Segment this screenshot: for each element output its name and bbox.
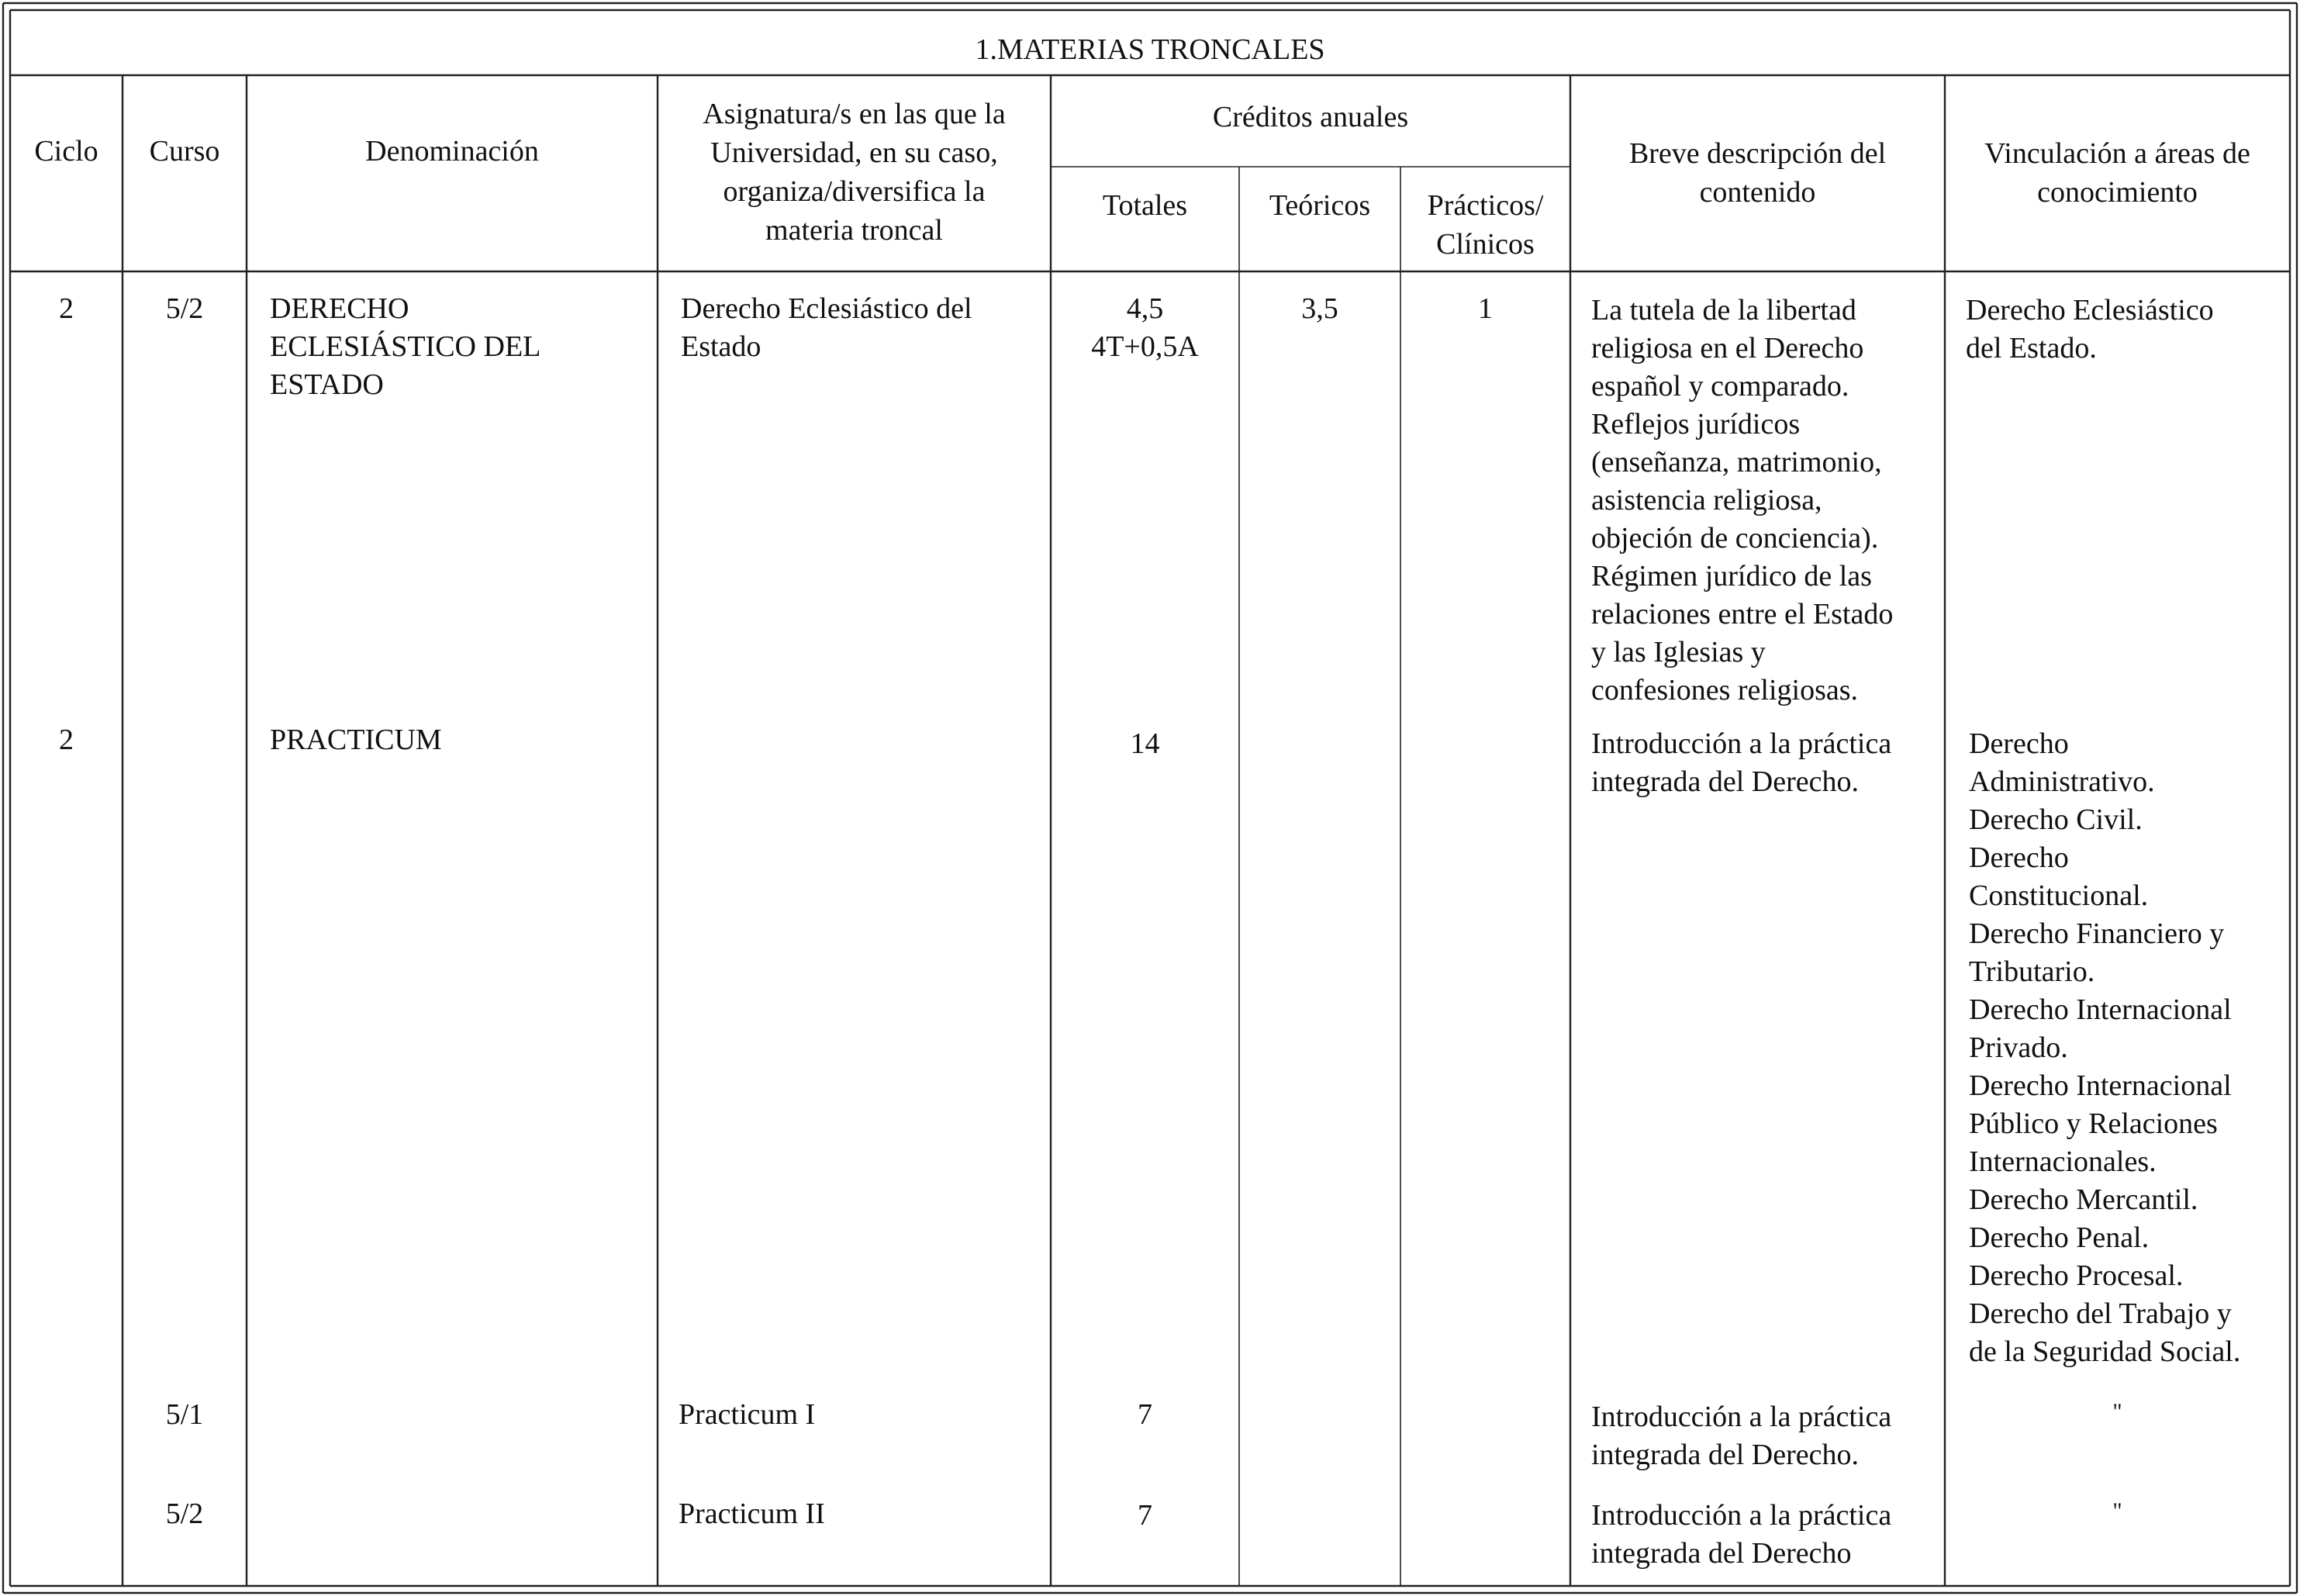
row1-descripcion-line: Régimen jurídico de las: [1591, 560, 1872, 592]
header-vinculacion-line: Vinculación a áreas de: [1984, 137, 2250, 170]
row1-vinculacion: [1966, 292, 2214, 368]
row2-denominacion-line: PRACTICUM: [270, 724, 442, 756]
row1-asignatura: [681, 290, 972, 366]
row4-asignatura-line: Practicum II: [679, 1498, 825, 1530]
row2-vinculacion-line: Derecho Mercantil.: [1969, 1183, 2198, 1216]
row2-totales: [1051, 725, 1239, 763]
row1-descripcion-line: La tutela de la libertad: [1591, 294, 1856, 326]
header-asignatura-line: Asignatura/s en las que la: [703, 98, 1006, 130]
row3-totales-line: 7: [1138, 1398, 1152, 1431]
row4-descripcion: [1591, 1497, 1891, 1573]
header-creditos-anuales: Créditos anuales: [1212, 101, 1409, 133]
header-asignatura-line: organiza/diversifica la: [723, 175, 986, 208]
header-denominacion: Denominación: [365, 135, 539, 168]
row1-teoricos: 3,5: [1301, 292, 1338, 325]
row4-totales: [1051, 1497, 1239, 1535]
row4-descripcion-line: Introducción a la práctica: [1591, 1499, 1892, 1532]
row3-descripcion-line: Introducción a la práctica: [1591, 1401, 1892, 1433]
row2-vinculacion-line: Privado.: [1969, 1031, 2068, 1064]
row2-vinculacion-line: Derecho Internacional: [1969, 1069, 2232, 1102]
row2-vinculacion-line: Administrativo.: [1969, 765, 2155, 798]
header-vinculacion: [1945, 134, 2290, 212]
row1-descripcion: [1591, 292, 1893, 710]
row2-descripcion-line: integrada del Derecho.: [1591, 765, 1859, 798]
row1-descripcion-line: religiosa en el Derecho: [1591, 332, 1864, 364]
row2-denominacion: [270, 721, 442, 759]
row1-descripcion-line: Reflejos jurídicos: [1591, 408, 1801, 440]
row2-vinculacion-line: Derecho Civil.: [1969, 803, 2143, 836]
row4-curso: 5/2: [165, 1498, 204, 1530]
row1-vinculacion-line: Derecho Eclesiástico: [1966, 294, 2214, 326]
row2-vinculacion-line: de la Seguridad Social.: [1969, 1335, 2241, 1368]
header-teoricos: Teóricos: [1269, 189, 1371, 222]
row2-vinculacion: [1969, 725, 2240, 1371]
table-title: 1.MATERIAS TRONCALES: [975, 33, 1325, 66]
header-practicos-line: Clínicos: [1436, 228, 1535, 261]
row1-ciclo: 2: [59, 292, 74, 325]
row1-descripcion-line: confesiones religiosas.: [1591, 674, 1859, 706]
row3-vinculacion: [1945, 1393, 2290, 1431]
row1-vinculacion-line: del Estado.: [1966, 332, 2097, 364]
header-asignatura: [658, 95, 1051, 250]
row4-vinculacion-ditto: ": [2112, 1498, 2122, 1524]
row1-curso: 5/2: [165, 292, 204, 325]
row1-denominacion-line: ESTADO: [270, 368, 384, 401]
row2-totales-line: 14: [1130, 727, 1160, 760]
row1-asignatura-line: Estado: [681, 330, 761, 363]
row2-vinculacion-line: Derecho del Trabajo y: [1969, 1297, 2232, 1330]
row1-descripcion-line: relaciones entre el Estado: [1591, 598, 1894, 630]
row2-descripcion: [1591, 725, 1891, 801]
row1-descripcion-line: español y comparado.: [1591, 370, 1849, 402]
row1-descripcion-line: objeción de conciencia).: [1591, 522, 1879, 554]
row1-totales: [1051, 290, 1239, 366]
row4-asignatura: [679, 1495, 825, 1533]
row4-descripcion-line: integrada del Derecho: [1591, 1537, 1852, 1570]
header-descripcion: [1570, 134, 1945, 212]
row1-descripcion-line: y las Iglesias y: [1591, 636, 1766, 668]
row2-vinculacion-line: Derecho Procesal.: [1969, 1259, 2184, 1292]
header-vinculacion-line: conocimiento: [2037, 176, 2198, 209]
row2-vinculacion-line: Derecho: [1969, 841, 2069, 874]
row3-totales: [1051, 1396, 1239, 1434]
row2-descripcion-line: Introducción a la práctica: [1591, 727, 1892, 760]
row1-descripcion-line: (enseñanza, matrimonio,: [1591, 446, 1882, 478]
header-descripcion-line: Breve descripción del: [1628, 137, 1887, 170]
header-asignatura-line: Universidad, en su caso,: [710, 136, 998, 169]
row4-totales-line: 7: [1138, 1499, 1152, 1532]
row1-denominacion-line: DERECHO: [270, 292, 409, 325]
row1-totales-line: 4,5: [1126, 292, 1164, 325]
row1-descripcion-line: asistencia religiosa,: [1591, 484, 1822, 516]
header-practicos: [1400, 186, 1570, 264]
row2-vinculacion-line: Tributario.: [1969, 955, 2095, 988]
row1-denominacion-line: ECLESIÁSTICO DEL: [270, 330, 541, 363]
row2-vinculacion-line: Público y Relaciones: [1969, 1107, 2218, 1140]
row3-curso: 5/1: [165, 1398, 204, 1431]
header-curso: Curso: [149, 135, 220, 168]
header-ciclo: Ciclo: [34, 135, 98, 168]
row3-descripcion: [1591, 1398, 1891, 1474]
row3-asignatura-line: Practicum I: [679, 1398, 816, 1431]
header-asignatura-line: materia troncal: [765, 214, 943, 247]
header-practicos-line: Prácticos/: [1427, 189, 1544, 222]
row3-descripcion-line: integrada del Derecho.: [1591, 1439, 1859, 1471]
row1-totales-line: 4T+0,5A: [1091, 330, 1199, 363]
row3-asignatura: [679, 1396, 815, 1434]
row1-denominacion: [270, 290, 540, 404]
row1-asignatura-line: Derecho Eclesiástico del: [681, 292, 972, 325]
row2-vinculacion-line: Internacionales.: [1969, 1145, 2157, 1178]
header-descripcion-line: contenido: [1699, 176, 1816, 209]
row2-vinculacion-line: Constitucional.: [1969, 879, 2149, 912]
row2-vinculacion-line: Derecho Internacional: [1969, 993, 2232, 1026]
row2-vinculacion-line: Derecho Penal.: [1969, 1221, 2150, 1254]
header-totales: Totales: [1102, 189, 1188, 222]
row2-vinculacion-line: Derecho: [1969, 727, 2069, 760]
row2-vinculacion-line: Derecho Financiero y: [1969, 917, 2225, 950]
row3-vinculacion-ditto: ": [2112, 1399, 2122, 1425]
row1-practicos: 1: [1478, 292, 1493, 325]
row2-ciclo: 2: [59, 724, 74, 756]
row4-vinculacion: [1945, 1492, 2290, 1530]
